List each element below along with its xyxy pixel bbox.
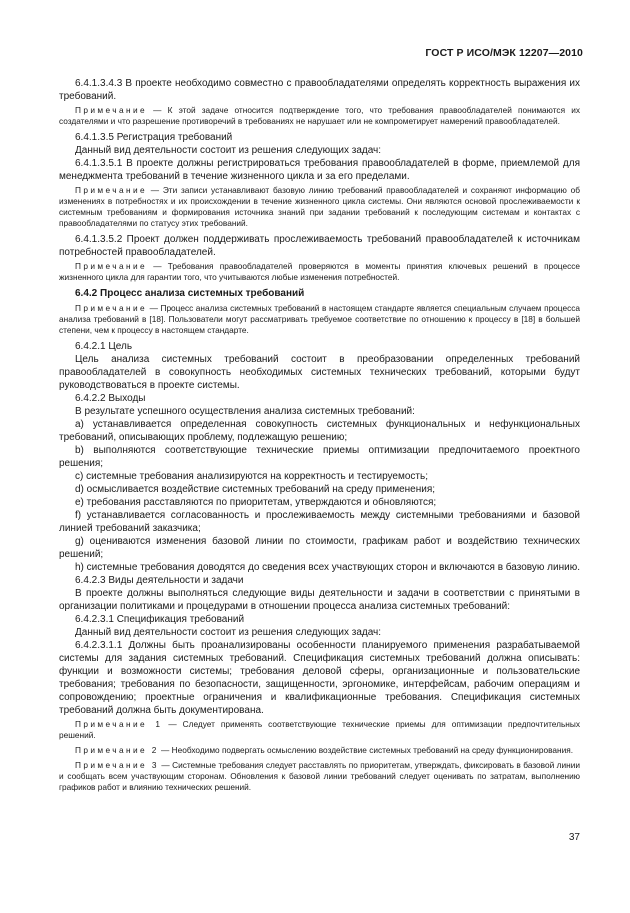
body-paragraph: 6.4.1.3.5.1 В проекте должны регистрироваться требования правообладателей в форме, приемлемой для менеджмента требований в течение жизненного цикла и за его пределами. — [59, 158, 580, 182]
body-paragraph: g) оцениваются изменения базовой линии по стоимости, графикам работ и воздействию технических решений; — [59, 536, 580, 560]
note-text: — Требования правообладателей проверяются в моменты принятия ключевых решений в процессе жизненного цикла для гарантии того, что учитываются любые изменения потребностей. — [59, 261, 580, 282]
body-paragraph: 6.4.2.3.1 Спецификация требований — [75, 614, 245, 625]
body-paragraph: В результате успешного осуществления анализа системных требований: — [75, 406, 415, 417]
body-paragraph: f) устанавливается согласованность и прослеживаемость между системными требованиями и базовой линией требований заказчика; — [59, 510, 580, 534]
page-number: 37 — [568, 832, 580, 843]
note-paragraph — [59, 261, 580, 283]
note-paragraph — [59, 105, 580, 127]
note-paragraph — [59, 719, 580, 741]
note-text: — Системные требования следует расставлять по приоритетам, утверждать, фиксировать в базовой линии и сообщать всем участвующим сторонам. Обновления к базовой линии требований следует оценивать по затратам, выполнению графиков работ и влиянию технических решений. — [59, 760, 581, 792]
body-paragraph: Данный вид деятельности состоит из решения следующих задач: — [75, 145, 382, 156]
note-paragraph — [59, 303, 580, 336]
note-text: — Следует применять соответствующие технические приемы для оптимизации предпочтительных решений. — [59, 719, 580, 740]
body-paragraph: 6.4.1.3.5.2 Проект должен поддерживать прослеживаемость требований правообладателей к источникам потребностей правообладателей. — [59, 234, 580, 258]
note-paragraph — [59, 745, 580, 756]
body-paragraph: 6.4.1.3.4.3 В проекте необходимо совместно с правообладателями определять корректность выражения их требований. — [59, 78, 580, 102]
body-paragraph: e) требования расставляются по приоритетам, утверждаются и обновляются; — [75, 497, 437, 508]
body-paragraph: d) осмысливается воздействие системных требований на среду применения; — [75, 484, 436, 495]
body-paragraph: 6.4.1.3.5 Регистрация требований — [75, 132, 233, 143]
section-heading: 6.4.2 Процесс анализа системных требований — [75, 288, 305, 299]
body-paragraph: c) системные требования анализируются на корректность и тестируемость; — [75, 471, 428, 482]
note-label: Примечание 1 — [75, 719, 163, 729]
note-label: Примечание — [75, 261, 148, 271]
body-paragraph: В проекте должны выполняться следующие виды деятельности и задачи в соответствии с принятыми в организации политиками и процедурами в отношении процесса анализа системных требований: — [59, 588, 580, 612]
note-paragraph — [59, 760, 580, 793]
note-text: — Эти записи устанавливают базовую линию требований правообладателей и сохраняют информацию об изменениях в потребностях и их происхождении в течение жизненного цикла системы. Они являются основой прослеживаемости к системным требованиям и формирования источника знаний при задании требований к последующим системам и контактах с правообладателями по статусу этих требований. — [59, 185, 580, 228]
note-label: Примечание — [75, 185, 148, 195]
body-paragraph: 6.4.2.2 Выходы — [75, 393, 146, 404]
note-text: — Необходимо подвергать осмыслению воздействие системных требований на среду функционирования. — [158, 745, 574, 755]
body-paragraph: h) системные требования доводятся до сведения всех участвующих сторон и включаются в базовую линию. — [75, 562, 580, 573]
body-paragraph: a) устанавливается определенная совокупность системных функциональных и нефункциональных требований, описывающих проблему, подлежащую решению; — [59, 419, 580, 443]
page-content — [59, 77, 580, 797]
document-header: ГОСТ Р ИСО/МЭК 12207—2010 — [425, 47, 583, 59]
body-paragraph: Данный вид деятельности состоит из решения следующих задач: — [75, 627, 382, 638]
body-paragraph: Цель анализа системных требований состоит в преобразовании определенных требований правообладателей в совокупность необходимых системных технических требований, которыми будут руководствоваться в проекте системы. — [59, 354, 580, 391]
body-paragraph: b) выполняются соответствующие технические приемы оптимизации предпочитаемого проектного решения; — [59, 445, 580, 469]
body-paragraph: 6.4.2.1 Цель — [75, 341, 133, 352]
body-paragraph: 6.4.2.3.1.1 Должны быть проанализированы особенности планируемого применения разрабатываемой системы для задания системных требований. Спецификация системных требований должна описывать: функции и возможности системы; требования деловой сферы, организационные и пользовательские требования; требования по безопасности, защищенности, эргономике, интерфейсам, рабочим операциям и сопровождению; проектные ограничения и квалификационные требования. Спецификация системных требований должна быть документирована. — [59, 640, 580, 716]
note-label: Примечание 2 — [75, 745, 159, 755]
note-text: — Процесс анализа системных требований в настоящем стандарте является специальным случаем процесса анализа требований в [18]. Пользователи могут рассматривать требуемое соответствие по отношению к процессу в [18] в большей степени, чем к процессу в настоящем стандарте. — [59, 303, 580, 335]
note-text: — К этой задаче относится подтверждение того, что требования правообладателей понимаются их создателями и что разрешение противоречий в требованиях не нарушает или не компрометирует намерений правообладателей. — [59, 105, 580, 126]
note-label: Примечание — [75, 303, 148, 313]
note-label: Примечание — [75, 105, 148, 115]
note-paragraph — [59, 185, 580, 229]
note-label: Примечание 3 — [75, 760, 159, 770]
body-paragraph: 6.4.2.3 Виды деятельности и задачи — [75, 575, 244, 586]
